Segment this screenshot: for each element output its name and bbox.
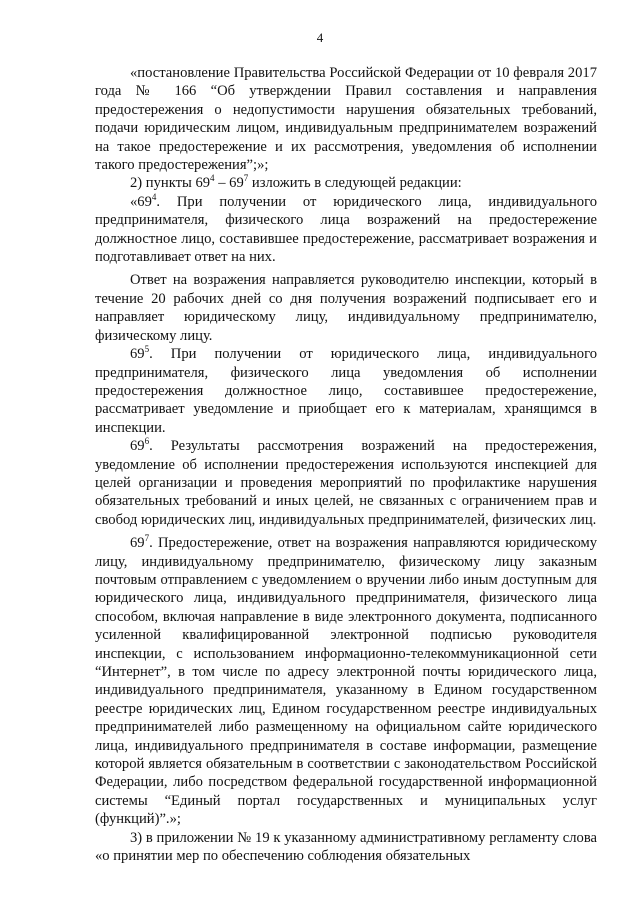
paragraph-item-3: 3) в приложении № 19 к указанному административному регламенту слова «о принятии мер по обеспечению соблюдения обязательных xyxy=(95,829,597,865)
paragraph-69-5: $69^5$. При получении от юридического лица, индивидуального предпринимателя, физического лица уведомления об исполнении предостережения должностное лицо, составившее предостережение, рассматривает уведомление и приобщает его к материалам, хранящимся в инспекции. xyxy=(95,344,597,436)
document-body xyxy=(95,64,597,865)
paragraph-reply-to-objections: Ответ на возражения направляется руководителю инспекции, который в течение 20 рабочих дней со дня получения возражений подписывает его и направляет юридическому лицу, индивидуальному предпринимателю, физическому лицу. xyxy=(95,272,597,344)
paragraph-item-2: 2) пункты $69^4 - 69^7$ изложить в следующей редакции: xyxy=(130,173,462,192)
page-number: 4 xyxy=(316,30,324,45)
paragraph-decree-reference: «постановление Правительства Российской Федерации от 10 февраля 2017 года № 166 “Об утверждении Правил составления и направления предостережения о недопустимости нарушения обязательных требований, подачи юридическим лицом, индивидуальным предпринимателем возражений на такое предостережение и их рассмотрения, уведомления об исполнении такого предостережения”;»; xyxy=(95,65,597,174)
paragraph-69-7: $69^7$. Предостережение, ответ на возражения направляются юридическому лицу, индивидуальному предпринимателю, физическому лицу заказным почтовым отправлением с уведомлением о вручении либо иным доступным для юридического лица, индивидуального предпринимателя, физического лица способом, включая направление в виде электронного документа, подписанного усиленной квалифицированной электронной подписью руководителя инспекции, с использованием информационно-телекоммуникационной сети “Интернет”, в том числе по адресу электронной почты юридического лица, индивидуального предпринимателя, указанному в Едином государственном реестре юридических лиц, Едином государственном реестре индивидуальных предпринимателей либо размещенному на официальном сайте юридического лица, индивидуального предпринимателя в составе информации, размещение которой является обязательным в соответствии с законодательством Российской Федерации, либо посредством федеральной государственной информационной системы “Единый портал государственных и муниципальных услуг (функций)”.»; xyxy=(95,533,597,828)
paragraph-69-4: «$69^4$. При получении от юридического лица, индивидуального предпринимателя, физического лица возражений на предостережение должностное лицо, составившее предостережение, рассматривает возражения и подготавливает ответ на них. xyxy=(95,191,597,266)
paragraph-69-6: $69^6$. Результаты рассмотрения возражений на предостережения, уведомление об исполнении предостережения используются инспекцией для целей организации и проведения мероприятий по профилактике нарушения обязательных требований и иных целей, не связанных с ограничением прав и свобод юридических лиц, индивидуальных предпринимателей, физических лиц. xyxy=(95,436,597,528)
